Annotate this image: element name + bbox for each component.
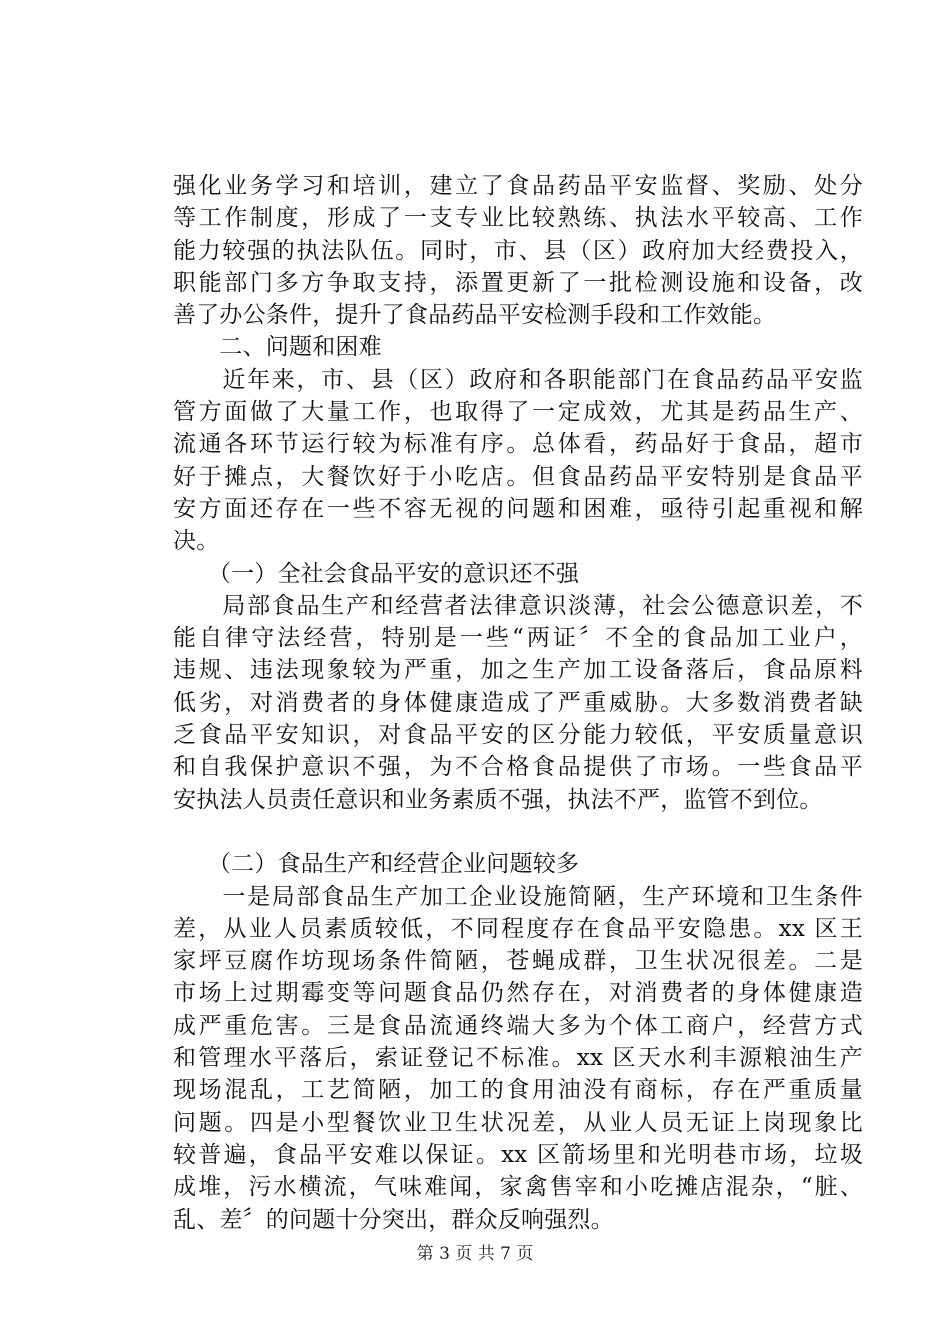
text-line: 安执法人员责任意识和业务素质不强，执法不严，监管不到位。	[173, 786, 823, 813]
text-line: 乏食品平安知识，对食品平安的区分能力较低，平安质量意识	[173, 722, 863, 749]
text-line: 善了办公条件，提升了食品药品平安检测手段和工作效能。	[173, 302, 777, 329]
text-line: 等工作制度，形成了一支专业比较熟练、执法水平较高、工作	[173, 205, 863, 232]
text-line: 能力较强的执法队伍。同时，市、县（区）政府加大经费投入，	[173, 237, 863, 264]
subsection-heading: （一）全社会食品平安的意识还不强	[173, 560, 580, 587]
text-line: 近年来，市、县（区）政府和各职能部门在食品药品平安监	[173, 366, 863, 393]
blank-line	[173, 816, 863, 848]
text-line: 差，从业人员素质较低，不同程度存在食品平安隐患。xx 区王	[173, 915, 863, 942]
text-line: 较普遍，食品平安难以保证。xx 区箭场里和光明巷市场，垃圾	[173, 1141, 863, 1168]
text-line: 问题。四是小型餐饮业卫生状况差，从业人员无证上岗现象比	[173, 1109, 863, 1136]
text-line: 和自我保护意识不强，为不合格食品提供了市场。一些食品平	[173, 754, 863, 781]
text-line: 职能部门多方争取支持，添置更新了一批检测设施和设备，改	[173, 269, 863, 296]
text-line: 安方面还存在一些不容无视的问题和困难，亟待引起重视和解	[173, 495, 863, 522]
subsection-heading: （二）食品生产和经营企业问题较多	[173, 851, 580, 878]
text-line: 成严重危害。三是食品流通终端大多为个体工商户，经营方式	[173, 1012, 863, 1039]
text-line: 一是局部食品生产加工企业设施简陋，生产环境和卫生条件	[173, 883, 863, 910]
page-footer: 第 3 页 共 7 页	[416, 1244, 534, 1264]
text-line: 乱、差〞的问题十分突出，群众反响强烈。	[173, 1206, 614, 1233]
text-line: 市场上过期霉变等问题食品仍然存在，对消费者的身体健康造	[173, 980, 863, 1007]
text-line: 成堆，污水横流，气味难闻，家禽售宰和小吃摊店混杂，“脏、	[173, 1174, 863, 1201]
document-body	[173, 170, 863, 1236]
text-line: 管方面做了大量工作，也取得了一定成效，尤其是药品生产、	[173, 399, 863, 426]
text-line: 低劣，对消费者的身体健康造成了严重威胁。大多数消费者缺	[173, 689, 863, 716]
text-line: 局部食品生产和经营者法律意识淡薄，社会公德意识差，不	[173, 592, 863, 619]
section-heading: 二、问题和困难	[173, 334, 382, 361]
text-line: 好于摊点，大餐饮好于小吃店。但食品药品平安特别是食品平	[173, 463, 863, 490]
text-line: 决。	[173, 528, 220, 555]
text-line: 流通各环节运行较为标准有序。总体看，药品好于食品，超市	[173, 431, 863, 458]
text-line: 强化业务学习和培训，建立了食品药品平安监督、奖励、处分	[173, 173, 863, 199]
text-line: 违规、违法现象较为严重，加之生产加工设备落后，食品原料	[173, 657, 863, 684]
text-line: 能自律守法经营，特别是一些“两证〞不全的食品加工业户，	[173, 625, 863, 652]
text-line: 和管理水平落后，索证登记不标准。xx 区天水利丰源粮油生产	[173, 1045, 863, 1072]
text-line: 家坪豆腐作坊现场条件简陋，苍蝇成群，卫生状况很差。二是	[173, 948, 863, 975]
text-line: 现场混乱，工艺简陋，加工的食用油没有商标，存在严重质量	[173, 1077, 863, 1104]
